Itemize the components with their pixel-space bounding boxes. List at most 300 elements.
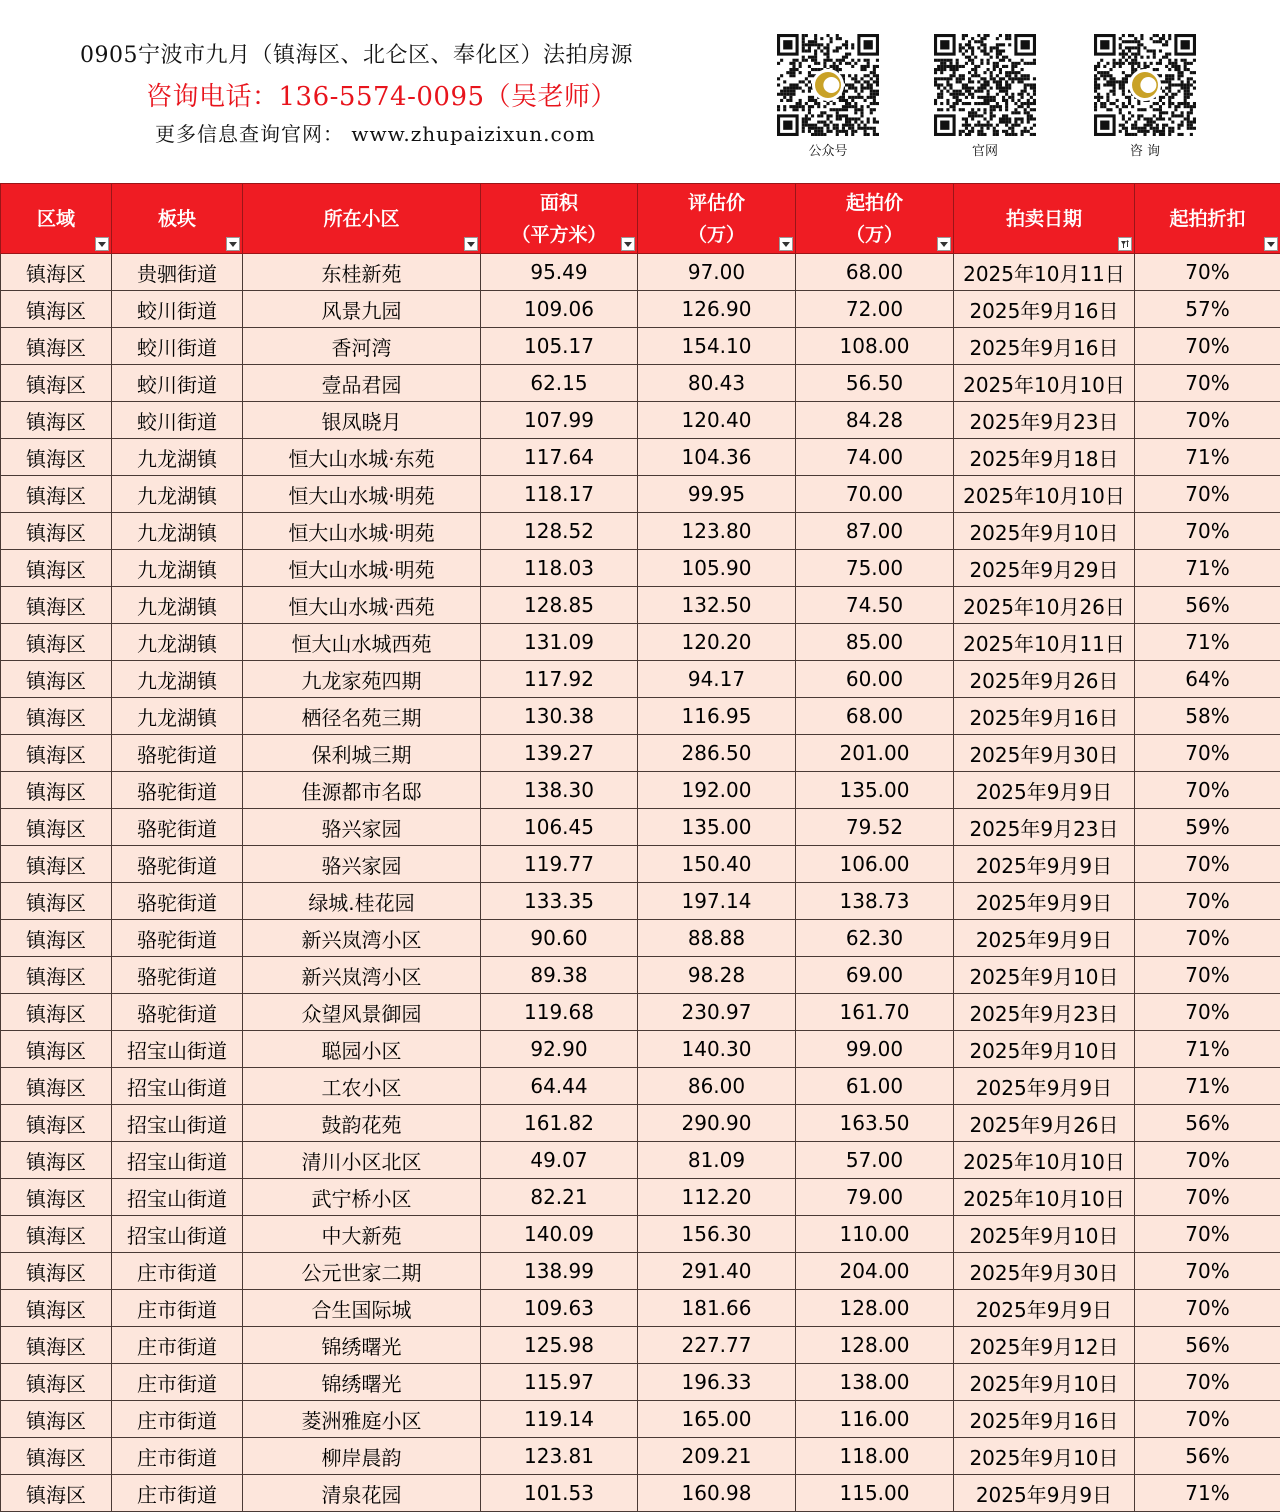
auction-date-cell: 2025年10月10日 [954, 476, 1135, 513]
starting-price-cell: 70.00 [796, 476, 954, 513]
community-cell: 恒大山水城·西苑 [243, 587, 481, 624]
table-row[interactable] [1, 1290, 1280, 1327]
column-header [243, 184, 481, 254]
auction-date-cell: 2025年9月10日 [954, 1031, 1135, 1068]
starting-price-cell: 106.00 [796, 846, 954, 883]
community-cell: 风景九园 [243, 291, 481, 328]
discount-cell: 71% [1135, 439, 1280, 476]
starting-price-cell: 115.00 [796, 1475, 954, 1512]
area-cell: 140.09 [481, 1216, 638, 1253]
appraisal-cell: 116.95 [638, 698, 796, 735]
auction-date-cell: 2025年9月9日 [954, 1290, 1135, 1327]
filter-dropdown-icon[interactable] [1264, 237, 1278, 251]
community-cell: 公元世家二期 [243, 1253, 481, 1290]
area-cell: 139.27 [481, 735, 638, 772]
appraisal-cell: 80.43 [638, 365, 796, 402]
appraisal-cell: 120.20 [638, 624, 796, 661]
column-header [481, 184, 638, 254]
community-cell: 银凤晓月 [243, 402, 481, 439]
table-row[interactable] [1, 1364, 1280, 1401]
auction-date-cell: 2025年9月9日 [954, 846, 1135, 883]
auction-date-cell: 2025年9月9日 [954, 1475, 1135, 1512]
community-cell: 新兴岚湾小区 [243, 957, 481, 994]
area-cell: 125.98 [481, 1327, 638, 1364]
district-cell: 镇海区 [1, 439, 112, 476]
qr-website[interactable] [934, 34, 1036, 159]
area-cell: 109.63 [481, 1290, 638, 1327]
discount-cell: 71% [1135, 1031, 1280, 1068]
auction-date-cell: 2025年9月26日 [954, 661, 1135, 698]
starting-price-cell: 79.52 [796, 809, 954, 846]
district-cell: 镇海区 [1, 1327, 112, 1364]
district-cell: 镇海区 [1, 513, 112, 550]
discount-cell: 70% [1135, 772, 1280, 809]
table-row[interactable] [1, 661, 1280, 698]
block-cell: 九龙湖镇 [112, 513, 243, 550]
auction-date-cell: 2025年9月26日 [954, 1105, 1135, 1142]
discount-cell: 70% [1135, 328, 1280, 365]
starting-price-cell: 135.00 [796, 772, 954, 809]
district-cell: 镇海区 [1, 920, 112, 957]
discount-cell: 56% [1135, 1105, 1280, 1142]
district-cell: 镇海区 [1, 291, 112, 328]
discount-cell: 70% [1135, 1290, 1280, 1327]
district-cell: 镇海区 [1, 402, 112, 439]
auction-date-cell: 2025年9月9日 [954, 1068, 1135, 1105]
qr-code-icon [1094, 34, 1196, 136]
column-header [112, 184, 243, 254]
block-cell: 骆驼街道 [112, 846, 243, 883]
filter-dropdown-icon[interactable] [937, 237, 951, 251]
community-cell: 恒大山水城·明苑 [243, 513, 481, 550]
area-cell: 138.99 [481, 1253, 638, 1290]
discount-cell: 70% [1135, 254, 1280, 291]
appraisal-cell: 104.36 [638, 439, 796, 476]
discount-cell: 70% [1135, 1364, 1280, 1401]
community-cell: 鼓韵花苑 [243, 1105, 481, 1142]
column-header [1, 184, 112, 254]
starting-price-cell: 201.00 [796, 735, 954, 772]
starting-price-cell: 69.00 [796, 957, 954, 994]
area-cell: 107.99 [481, 402, 638, 439]
block-cell: 庄市街道 [112, 1327, 243, 1364]
district-cell: 镇海区 [1, 698, 112, 735]
area-cell: 115.97 [481, 1364, 638, 1401]
community-cell: 众望风景御园 [243, 994, 481, 1031]
starting-price-cell: 138.73 [796, 883, 954, 920]
auction-date-cell: 2025年9月10日 [954, 957, 1135, 994]
district-cell: 镇海区 [1, 1290, 112, 1327]
area-cell: 101.53 [481, 1475, 638, 1512]
filter-dropdown-icon[interactable] [226, 237, 240, 251]
column-header-unit: （平方米） [511, 223, 607, 246]
community-cell: 武宁桥小区 [243, 1179, 481, 1216]
district-cell: 镇海区 [1, 735, 112, 772]
block-cell: 九龙湖镇 [112, 550, 243, 587]
column-header-label: 板块 [157, 207, 196, 230]
column-header-label: 拍卖日期 [1005, 207, 1082, 230]
community-cell: 佳源都市名邸 [243, 772, 481, 809]
district-cell: 镇海区 [1, 254, 112, 291]
discount-cell: 57% [1135, 291, 1280, 328]
community-cell: 柳岸晨韵 [243, 1438, 481, 1475]
community-cell: 恒大山水城西苑 [243, 624, 481, 661]
district-cell: 镇海区 [1, 957, 112, 994]
community-cell: 工农小区 [243, 1068, 481, 1105]
starting-price-cell: 68.00 [796, 254, 954, 291]
community-cell: 锦绣曙光 [243, 1364, 481, 1401]
district-cell: 镇海区 [1, 1475, 112, 1512]
community-cell: 绿城.桂花园 [243, 883, 481, 920]
area-cell: 117.92 [481, 661, 638, 698]
area-cell: 62.15 [481, 365, 638, 402]
block-cell: 庄市街道 [112, 1253, 243, 1290]
table-row[interactable] [1, 735, 1280, 772]
qr-consult[interactable] [1094, 34, 1196, 159]
appraisal-cell: 135.00 [638, 809, 796, 846]
appraisal-cell: 165.00 [638, 1401, 796, 1438]
qr-official-account[interactable] [777, 34, 879, 159]
table-row[interactable] [1, 1031, 1280, 1068]
area-cell: 131.09 [481, 624, 638, 661]
discount-cell: 70% [1135, 1216, 1280, 1253]
starting-price-cell: 118.00 [796, 1438, 954, 1475]
block-cell: 庄市街道 [112, 1475, 243, 1512]
starting-price-cell: 79.00 [796, 1179, 954, 1216]
starting-price-cell: 128.00 [796, 1327, 954, 1364]
table-header [1, 184, 1280, 254]
discount-cell: 56% [1135, 1438, 1280, 1475]
district-cell: 镇海区 [1, 476, 112, 513]
district-cell: 镇海区 [1, 1364, 112, 1401]
district-cell: 镇海区 [1, 1031, 112, 1068]
district-cell: 镇海区 [1, 772, 112, 809]
table-row[interactable] [1, 550, 1280, 587]
column-header-label: 起拍价 [845, 191, 903, 214]
auction-date-cell: 2025年9月30日 [954, 1253, 1135, 1290]
area-cell: 90.60 [481, 920, 638, 957]
filter-dropdown-icon[interactable] [95, 237, 109, 251]
auction-date-cell: 2025年9月12日 [954, 1327, 1135, 1364]
column-header [638, 184, 796, 254]
table-row[interactable] [1, 957, 1280, 994]
table-body [1, 254, 1280, 1512]
auction-date-cell: 2025年9月10日 [954, 1364, 1135, 1401]
appraisal-cell: 86.00 [638, 1068, 796, 1105]
auction-date-cell: 2025年9月23日 [954, 809, 1135, 846]
area-cell: 49.07 [481, 1142, 638, 1179]
block-cell: 骆驼街道 [112, 883, 243, 920]
appraisal-cell: 94.17 [638, 661, 796, 698]
discount-cell: 71% [1135, 550, 1280, 587]
auction-date-cell: 2025年9月30日 [954, 735, 1135, 772]
column-header-label: 面积 [539, 191, 578, 214]
district-cell: 镇海区 [1, 1253, 112, 1290]
qr-label: 官网 [971, 144, 998, 159]
block-cell: 蛟川街道 [112, 365, 243, 402]
website-link[interactable]: 更多信息查询官网： www.zhupaizixun.com [155, 122, 596, 146]
area-cell: 161.82 [481, 1105, 638, 1142]
community-cell: 清川小区北区 [243, 1142, 481, 1179]
auction-date-cell: 2025年9月16日 [954, 328, 1135, 365]
table-row[interactable] [1, 365, 1280, 402]
area-cell: 105.17 [481, 328, 638, 365]
block-cell: 骆驼街道 [112, 735, 243, 772]
qr-code-icon [934, 34, 1036, 136]
area-cell: 89.38 [481, 957, 638, 994]
appraisal-cell: 99.95 [638, 476, 796, 513]
discount-cell: 71% [1135, 624, 1280, 661]
discount-cell: 70% [1135, 957, 1280, 994]
starting-price-cell: 57.00 [796, 1142, 954, 1179]
auction-date-cell: 2025年9月10日 [954, 1216, 1135, 1253]
starting-price-cell: 108.00 [796, 328, 954, 365]
table-row[interactable] [1, 920, 1280, 957]
table-row[interactable] [1, 772, 1280, 809]
auction-date-cell: 2025年9月23日 [954, 994, 1135, 1031]
table-row[interactable] [1, 1068, 1280, 1105]
community-cell: 壹品君园 [243, 365, 481, 402]
table-row[interactable] [1, 1401, 1280, 1438]
area-cell: 119.68 [481, 994, 638, 1031]
area-cell: 118.03 [481, 550, 638, 587]
starting-price-cell: 163.50 [796, 1105, 954, 1142]
starting-price-cell: 68.00 [796, 698, 954, 735]
block-cell: 招宝山街道 [112, 1105, 243, 1142]
starting-price-cell: 74.00 [796, 439, 954, 476]
discount-cell: 70% [1135, 513, 1280, 550]
filter-dropdown-icon[interactable] [621, 237, 635, 251]
table-row[interactable] [1, 328, 1280, 365]
block-cell: 庄市街道 [112, 1438, 243, 1475]
block-cell: 骆驼街道 [112, 994, 243, 1031]
appraisal-cell: 181.66 [638, 1290, 796, 1327]
block-cell: 招宝山街道 [112, 1179, 243, 1216]
table-row[interactable] [1, 1438, 1280, 1475]
table-row[interactable] [1, 1216, 1280, 1253]
appraisal-cell: 97.00 [638, 254, 796, 291]
block-cell: 九龙湖镇 [112, 476, 243, 513]
auction-date-cell: 2025年10月10日 [954, 365, 1135, 402]
filter-dropdown-icon[interactable] [464, 237, 478, 251]
table-row[interactable] [1, 513, 1280, 550]
block-cell: 骆驼街道 [112, 809, 243, 846]
area-cell: 130.38 [481, 698, 638, 735]
column-header-label: 起拍折扣 [1169, 207, 1246, 230]
discount-cell: 71% [1135, 1068, 1280, 1105]
table-row[interactable] [1, 291, 1280, 328]
auction-date-cell: 2025年9月16日 [954, 291, 1135, 328]
column-header [954, 184, 1135, 254]
district-cell: 镇海区 [1, 1438, 112, 1475]
appraisal-cell: 209.21 [638, 1438, 796, 1475]
column-header-label: 所在小区 [323, 207, 400, 230]
appraisal-cell: 81.09 [638, 1142, 796, 1179]
district-cell: 镇海区 [1, 883, 112, 920]
table-row[interactable] [1, 402, 1280, 439]
table-row[interactable] [1, 1105, 1280, 1142]
community-cell: 九龙家苑四期 [243, 661, 481, 698]
district-cell: 镇海区 [1, 1401, 112, 1438]
table-row[interactable] [1, 254, 1280, 291]
area-cell: 119.14 [481, 1401, 638, 1438]
community-cell: 合生国际城 [243, 1290, 481, 1327]
district-cell: 镇海区 [1, 587, 112, 624]
area-cell: 133.35 [481, 883, 638, 920]
table-row[interactable] [1, 809, 1280, 846]
community-cell: 恒大山水城·东苑 [243, 439, 481, 476]
block-cell: 骆驼街道 [112, 957, 243, 994]
qr-code-icon [777, 34, 879, 136]
block-cell: 九龙湖镇 [112, 624, 243, 661]
page-title: 0905宁波市九月（镇海区、北仑区、奉化区）法拍房源 [80, 43, 633, 68]
community-cell: 香河湾 [243, 328, 481, 365]
community-cell: 聪园小区 [243, 1031, 481, 1068]
table-row[interactable] [1, 1142, 1280, 1179]
community-cell: 骆兴家园 [243, 809, 481, 846]
block-cell: 九龙湖镇 [112, 698, 243, 735]
appraisal-cell: 291.40 [638, 1253, 796, 1290]
appraisal-cell: 197.14 [638, 883, 796, 920]
block-cell: 九龙湖镇 [112, 587, 243, 624]
table-row[interactable] [1, 587, 1280, 624]
district-cell: 镇海区 [1, 994, 112, 1031]
table-row[interactable] [1, 1253, 1280, 1290]
header-row [1, 184, 1280, 254]
column-header-label: 区域 [36, 207, 75, 230]
auction-date-cell: 2025年10月11日 [954, 254, 1135, 291]
block-cell: 庄市街道 [112, 1290, 243, 1327]
community-cell: 中大新苑 [243, 1216, 481, 1253]
auction-date-cell: 2025年9月23日 [954, 402, 1135, 439]
starting-price-cell: 62.30 [796, 920, 954, 957]
block-cell: 招宝山街道 [112, 1068, 243, 1105]
area-cell: 118.17 [481, 476, 638, 513]
block-cell: 招宝山街道 [112, 1031, 243, 1068]
area-cell: 119.77 [481, 846, 638, 883]
block-cell: 骆驼街道 [112, 772, 243, 809]
appraisal-cell: 98.28 [638, 957, 796, 994]
district-cell: 镇海区 [1, 1179, 112, 1216]
area-cell: 128.85 [481, 587, 638, 624]
discount-cell: 70% [1135, 402, 1280, 439]
appraisal-cell: 123.80 [638, 513, 796, 550]
district-cell: 镇海区 [1, 661, 112, 698]
district-cell: 镇海区 [1, 365, 112, 402]
discount-cell: 70% [1135, 920, 1280, 957]
discount-cell: 70% [1135, 994, 1280, 1031]
appraisal-cell: 160.98 [638, 1475, 796, 1512]
community-cell: 清泉花园 [243, 1475, 481, 1512]
sort-filter-icon[interactable] [1118, 237, 1132, 251]
area-cell: 109.06 [481, 291, 638, 328]
table-row[interactable] [1, 846, 1280, 883]
auction-date-cell: 2025年9月18日 [954, 439, 1135, 476]
starting-price-cell: 84.28 [796, 402, 954, 439]
appraisal-cell: 286.50 [638, 735, 796, 772]
discount-cell: 70% [1135, 1253, 1280, 1290]
district-cell: 镇海区 [1, 1142, 112, 1179]
appraisal-cell: 140.30 [638, 1031, 796, 1068]
district-cell: 镇海区 [1, 846, 112, 883]
table-row[interactable] [1, 476, 1280, 513]
appraisal-cell: 290.90 [638, 1105, 796, 1142]
area-cell: 123.81 [481, 1438, 638, 1475]
table-row[interactable] [1, 1327, 1280, 1364]
listings-table [0, 183, 1280, 1512]
discount-cell: 70% [1135, 1179, 1280, 1216]
community-cell: 锦绣曙光 [243, 1327, 481, 1364]
community-cell: 栖径名苑三期 [243, 698, 481, 735]
appraisal-cell: 150.40 [638, 846, 796, 883]
column-header-unit: （万） [845, 223, 903, 246]
block-cell: 招宝山街道 [112, 1142, 243, 1179]
starting-price-cell: 128.00 [796, 1290, 954, 1327]
appraisal-cell: 192.00 [638, 772, 796, 809]
appraisal-cell: 154.10 [638, 328, 796, 365]
starting-price-cell: 138.00 [796, 1364, 954, 1401]
auction-date-cell: 2025年9月10日 [954, 1438, 1135, 1475]
block-cell: 骆驼街道 [112, 920, 243, 957]
table-row[interactable] [1, 883, 1280, 920]
area-cell: 117.64 [481, 439, 638, 476]
block-cell: 蛟川街道 [112, 328, 243, 365]
auction-date-cell: 2025年9月29日 [954, 550, 1135, 587]
discount-cell: 56% [1135, 587, 1280, 624]
starting-price-cell: 61.00 [796, 1068, 954, 1105]
column-header-unit: （万） [687, 223, 745, 246]
table-row[interactable] [1, 439, 1280, 476]
starting-price-cell: 161.70 [796, 994, 954, 1031]
starting-price-cell: 60.00 [796, 661, 954, 698]
block-cell: 九龙湖镇 [112, 661, 243, 698]
table-row[interactable] [1, 624, 1280, 661]
table-row[interactable] [1, 994, 1280, 1031]
appraisal-cell: 105.90 [638, 550, 796, 587]
area-cell: 128.52 [481, 513, 638, 550]
district-cell: 镇海区 [1, 1105, 112, 1142]
auction-date-cell: 2025年9月16日 [954, 1401, 1135, 1438]
filter-dropdown-icon[interactable] [779, 237, 793, 251]
table-row[interactable] [1, 698, 1280, 735]
starting-price-cell: 72.00 [796, 291, 954, 328]
appraisal-cell: 120.40 [638, 402, 796, 439]
auction-date-cell: 2025年9月9日 [954, 883, 1135, 920]
block-cell: 九龙湖镇 [112, 439, 243, 476]
discount-cell: 56% [1135, 1327, 1280, 1364]
starting-price-cell: 99.00 [796, 1031, 954, 1068]
table-row[interactable] [1, 1475, 1280, 1512]
auction-date-cell: 2025年9月9日 [954, 920, 1135, 957]
contact-phone: 咨询电话：136-5574-0095（吴老师） [146, 82, 618, 112]
qr-label: 咨 询 [1129, 144, 1161, 159]
district-cell: 镇海区 [1, 1216, 112, 1253]
area-cell: 92.90 [481, 1031, 638, 1068]
starting-price-cell: 74.50 [796, 587, 954, 624]
community-cell: 保利城三期 [243, 735, 481, 772]
appraisal-cell: 230.97 [638, 994, 796, 1031]
auction-date-cell: 2025年10月11日 [954, 624, 1135, 661]
appraisal-cell: 132.50 [638, 587, 796, 624]
table-row[interactable] [1, 1179, 1280, 1216]
auction-date-cell: 2025年9月10日 [954, 513, 1135, 550]
discount-cell: 71% [1135, 1475, 1280, 1512]
block-cell: 庄市街道 [112, 1364, 243, 1401]
district-cell: 镇海区 [1, 809, 112, 846]
discount-cell: 58% [1135, 698, 1280, 735]
area-cell: 64.44 [481, 1068, 638, 1105]
block-cell: 招宝山街道 [112, 1216, 243, 1253]
